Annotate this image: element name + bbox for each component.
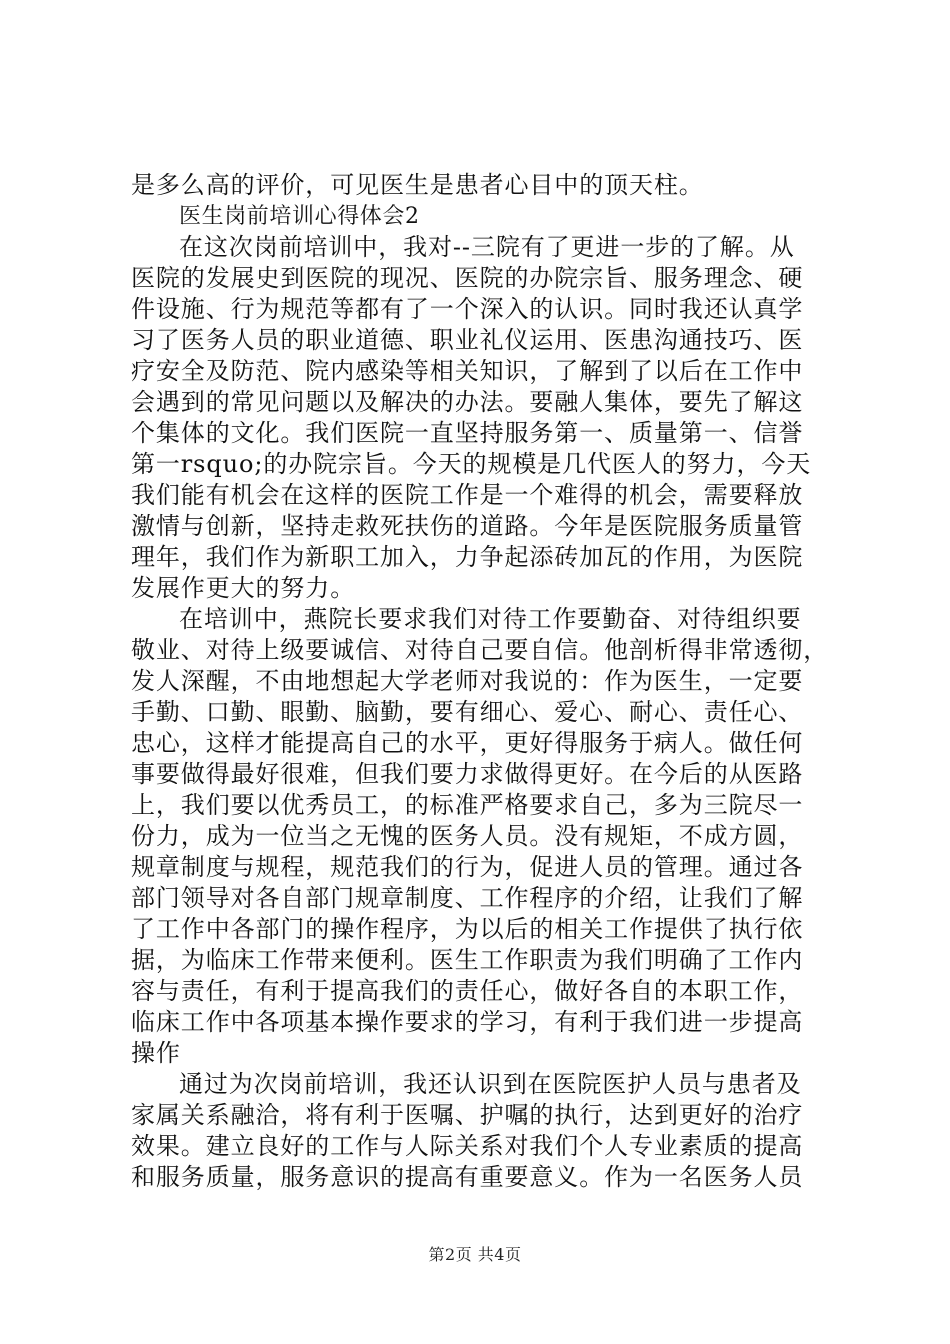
paragraph-line: 发展作更大的努力。 [131, 574, 356, 602]
paragraph-line: 了工作中各部门的操作程序，为以后的相关工作提供了执行依 [131, 915, 804, 943]
paragraph-line: 通过为次岗前培训，我还认识到在医院医护人员与患者及 [179, 1070, 802, 1098]
paragraph-line: 疗安全及防范、院内感染等相关知识，了解到了以后在工作中 [131, 357, 804, 385]
paragraph-line: 家属关系融洽，将有利于医嘱、护嘱的执行，达到更好的治疗 [131, 1101, 804, 1129]
paragraph-line: 发人深醒，不由地想起大学老师对我说的：作为医生，一定要 [131, 667, 804, 695]
paragraph-line: 件设施、行为规范等都有了一个深入的认识。同时我还认真学 [131, 295, 804, 323]
paragraph-line: 部门领导对各自部门规章制度、工作程序的介绍，让我们了解 [131, 884, 804, 912]
paragraph-line: 和服务质量，服务意识的提高有重要意义。作为一名医务人员 [131, 1163, 804, 1191]
intro-line: 是多么高的评价，可见医生是患者心目中的顶天柱。 [131, 171, 704, 199]
paragraph-line: 上，我们要以优秀员工，的标准严格要求自己，多为三院尽一 [131, 791, 804, 819]
document-body [131, 170, 851, 1193]
paragraph-1 [131, 232, 851, 604]
paragraph-line: 容与责任，有利于提高我们的责任心，做好各自的本职工作， [131, 977, 804, 1005]
paragraph-line: 激情与创新，坚持走救死扶伤的道路。今年是医院服务质量管 [131, 512, 804, 540]
paragraph-line: 敬业、对待上级要诚信、对待自己要自信。他剖析得非常透彻， [131, 636, 829, 664]
paragraph-line: 我们能有机会在这样的医院工作是一个难得的机会，需要释放 [131, 481, 804, 509]
paragraph-line: 据，为临床工作带来便利。医生工作职责为我们明确了工作内 [131, 946, 804, 974]
page-number-footer: 第2页 共4页 [428, 1245, 522, 1264]
paragraph-line: 个集体的文化。我们医院一直坚持服务第一、质量第一、信誉 [131, 419, 804, 447]
paragraph-line: 手勤、口勤、眼勤、脑勤，要有细心、爱心、耐心、责任心、 [131, 698, 804, 726]
section-title: 医生岗前培训心得体会2 [179, 204, 420, 229]
paragraph-line: 在培训中，燕院长要求我们对待工作要勤奋、对待组织要 [179, 605, 802, 633]
paragraph-line: 事要做得最好很难，但我们要力求做得更好。在今后的从医路 [131, 760, 804, 788]
paragraph-line: 效果。建立良好的工作与人际关系对我们个人专业素质的提高 [131, 1132, 804, 1160]
paragraph-line: 临床工作中各项基本操作要求的学习，有利于我们进一步提高 [131, 1008, 804, 1036]
paragraph-line: 习了医务人员的职业道德、职业礼仪运用、医患沟通技巧、医 [131, 326, 804, 354]
paragraph-line: 忠心，这样才能提高自己的水平，更好得服务于病人。做任何 [131, 729, 804, 757]
paragraph-line: 第一rsquo;的办院宗旨。今天的规模是几代医人的努力，今天 [131, 450, 812, 478]
paragraph-3 [131, 1069, 851, 1193]
paragraph-line: 规章制度与规程，规范我们的行为，促进人员的管理。通过各 [131, 853, 804, 881]
paragraph-2 [131, 604, 851, 1069]
paragraph-line: 医院的发展史到医院的现况、医院的办院宗旨、服务理念、硬 [131, 264, 804, 292]
paragraph-line: 会遇到的常见问题以及解决的办法。要融人集体，要先了解这 [131, 388, 804, 416]
paragraph-line: 在这次岗前培训中，我对--三院有了更进一步的了解。从 [179, 233, 795, 261]
paragraph-line: 操作 [131, 1039, 181, 1067]
paragraph-line: 理年，我们作为新职工加入，力争起添砖加瓦的作用，为医院 [131, 543, 804, 571]
paragraph-line: 份力，成为一位当之无愧的医务人员。没有规矩，不成方圆， [131, 822, 804, 850]
